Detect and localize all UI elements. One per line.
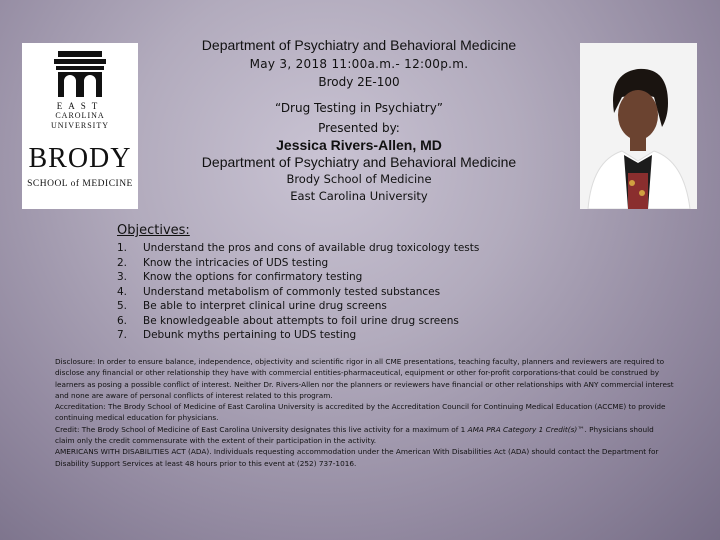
objective-number: 1. <box>117 242 128 254</box>
credit-text: Credit: The Brody School of Medicine of East Carolina University designates this live activity for a maximum of 1 <box>55 424 468 434</box>
accreditation-paragraph: Accreditation: The Brody School of Medicine of East Carolina University is accredited by the Accreditation Council for Continuing Medical Education (ACCME) to provide continuing medical education for physicians. <box>55 402 666 423</box>
objective-number: 5. <box>117 300 128 312</box>
objective-number: 7. <box>117 329 128 341</box>
objective-text: Know the options for confirmatory testing <box>143 271 363 283</box>
credit-designation: AMA PRA Category 1 Credit(s)™ <box>467 424 585 434</box>
speaker-school: Brody School of Medicine <box>286 172 432 186</box>
ecu-line-1: EAST <box>56 101 104 111</box>
speaker-name: Jessica Rivers-Allen, MD <box>276 137 442 153</box>
list-item <box>117 285 479 300</box>
objective-text: Be knowledgeable about attempts to foil urine drug screens <box>143 314 459 327</box>
objective-number: 3. <box>117 271 128 283</box>
disclosure-block <box>55 356 675 469</box>
speaker-department: Department of Psychiatry and Behavioral Medicine <box>201 154 517 170</box>
objectives-list <box>117 241 479 343</box>
credit-paragraph <box>55 424 675 447</box>
list-item <box>117 256 479 271</box>
ecu-line-3: UNIVERSITY <box>51 121 109 130</box>
brody-wordmark: BRODY <box>28 143 132 174</box>
speaker-university: East Carolina University <box>290 189 428 203</box>
department-heading: Department of Psychiatry and Behavioral Medicine <box>201 37 517 53</box>
objective-number: 2. <box>117 256 128 269</box>
talk-title: “Drug Testing in Psychiatry” <box>274 101 444 115</box>
list-item <box>117 328 479 343</box>
ecu-cupola-icon <box>52 51 108 97</box>
list-item <box>117 241 479 256</box>
objective-number: 6. <box>117 314 128 327</box>
ecu-line-2: CAROLINA <box>55 111 105 120</box>
speaker-portrait-icon <box>580 43 697 209</box>
brody-logo <box>22 43 138 209</box>
speaker-photo <box>580 43 697 209</box>
list-item <box>117 299 479 314</box>
list-item <box>117 270 479 285</box>
objective-text: Understand metabolism of commonly tested substances <box>143 285 441 298</box>
ecu-wordmark <box>22 101 138 131</box>
objective-text: Debunk myths pertaining to UDS testing <box>143 329 357 341</box>
school-of-medicine-wordmark: SCHOOL of MEDICINE <box>27 179 133 189</box>
disclosure-paragraph: Disclosure: In order to ensure balance, independence, objectivity and scientific rigor in all CME presentations, teaching faculty, planners and reviewers are required to disclose any financial or other relationship they have with commercial entities-pharmaceutical, equipment or other for-profit corporations-that could be construed by learners as posing a possible conflict of interest. Neither Dr. Rivers-Allen nor the planners or reviewers have financial or other relationships with ANY commercial interest and none are aware of personal conflicts of interest related to this program. <box>55 357 674 400</box>
event-location: Brody 2E-100 <box>318 75 400 89</box>
objective-text: Understand the pros and cons of available drug toxicology tests <box>143 242 480 254</box>
ada-paragraph: AMERICANS WITH DISABILITIES ACT (ADA). Individuals requesting accommodation under the American With Disabilities Act (ADA) should contact the Department for Disability Support Services at least 48 hours prior to this event at (252) 737-1016. <box>55 447 659 468</box>
presented-by-label: Presented by: <box>318 121 400 135</box>
objectives-heading: Objectives: <box>117 223 190 238</box>
list-item <box>117 314 479 329</box>
objective-text: Be able to interpret clinical urine drug screens <box>143 300 387 312</box>
objective-number: 4. <box>117 285 128 298</box>
credit-text-end: . Physicians should claim only the credit commensurate with the extent of their participation in the activity. <box>55 424 654 446</box>
event-date-time: May 3, 2018 11:00a.m.- 12:00p.m. <box>249 57 469 71</box>
objective-text: Know the intricacies of UDS testing <box>143 256 329 269</box>
